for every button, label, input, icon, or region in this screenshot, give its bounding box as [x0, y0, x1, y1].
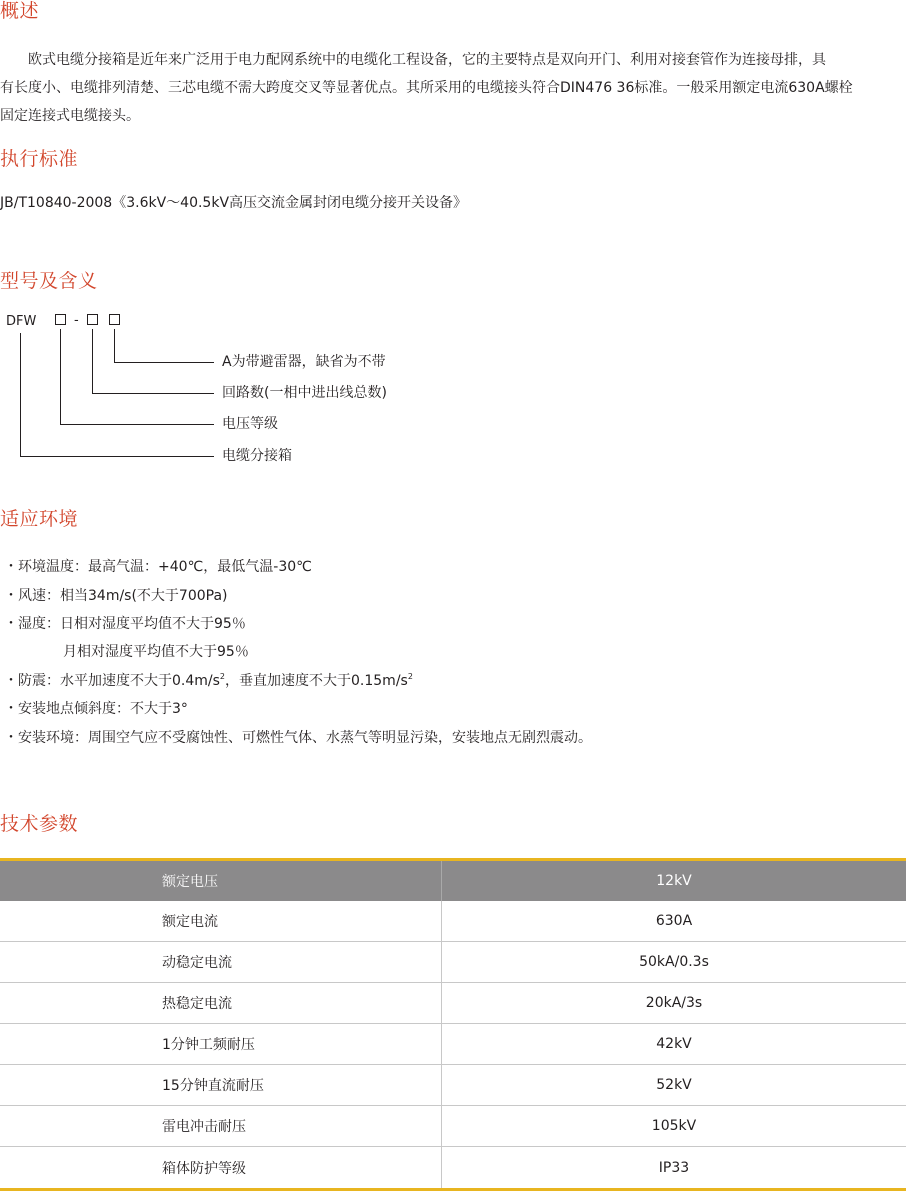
seismic-vertical: ，垂直加速度不大于0.15m/s	[225, 673, 408, 689]
standard-text: JB/T10840-2008《3.6kV～40.5kV高压交流金属封闭电缆分接开关设备》	[0, 195, 468, 211]
overview-heading: 概述	[0, 0, 40, 22]
table-header-param: 额定电压	[162, 874, 218, 890]
table-cell-value: 42kV	[441, 1024, 906, 1064]
seismic-horizontal: ・防震：水平加速度不大于0.4m/s	[4, 673, 220, 689]
table-cell-param: 热稳定电流	[162, 996, 232, 1012]
table-cell-value: 50kA/0.3s	[441, 942, 906, 982]
table-row	[0, 983, 906, 1024]
table-header-row	[0, 861, 906, 901]
table-cell-param: 动稳定电流	[162, 955, 232, 971]
table-cell-value: 105kV	[441, 1106, 906, 1146]
environment-item: ・湿度：日相对湿度平均值不大于95％	[4, 616, 246, 632]
table-row	[0, 1147, 906, 1188]
overview-line: 固定连接式电缆接头。	[0, 108, 140, 124]
table-row	[0, 1106, 906, 1147]
table-cell-param: 15分钟直流耐压	[162, 1078, 264, 1094]
table-row	[0, 1024, 906, 1065]
environment-item: ・风速：相当34m/s(不大于700Pa)	[4, 588, 228, 604]
environment-item: ・安装地点倾斜度：不大于3°	[4, 701, 188, 717]
table-row	[0, 942, 906, 983]
overview-paragraph	[0, 46, 910, 130]
table-header-value: 12kV	[441, 861, 906, 901]
environment-item: ・环境温度：最高气温：+40℃，最低气温-30℃	[4, 559, 312, 575]
leader-line	[60, 424, 214, 425]
model-label-voltage: 电压等级	[222, 416, 278, 432]
model-heading: 型号及含义	[0, 270, 98, 292]
leader-line	[92, 329, 93, 393]
superscript: 2	[407, 672, 413, 681]
table-cell-param: 雷电冲击耐压	[162, 1119, 246, 1135]
table-cell-param: 箱体防护等级	[162, 1160, 246, 1177]
model-prefix: DFW	[6, 314, 37, 329]
environment-heading: 适应环境	[0, 508, 79, 530]
table-cell-value: IP33	[441, 1147, 906, 1188]
model-box-arrester	[109, 314, 120, 325]
environment-item: ・安装环境：周围空气应不受腐蚀性、可燃性气体、水蒸气等明显污染，安装地点无剧烈震动。	[4, 730, 592, 746]
environment-item: 月相对湿度平均值不大于95％	[63, 644, 249, 660]
model-dash: -	[74, 313, 79, 328]
model-label-box: 电缆分接箱	[222, 448, 292, 464]
superscript: 2	[219, 672, 226, 681]
table-row	[0, 901, 906, 942]
table-row	[0, 1065, 906, 1106]
leader-line	[92, 393, 214, 394]
table-cell-value: 630A	[441, 901, 906, 941]
model-box-voltage	[55, 314, 66, 325]
table-cell-value: 20kA/3s	[441, 983, 906, 1023]
model-label-arrester: A为带避雷器，缺省为不带	[222, 354, 386, 370]
table-cell-param: 1分钟工频耐压	[162, 1037, 255, 1053]
leader-line	[20, 333, 21, 456]
leader-line	[60, 329, 61, 424]
model-box-circuits	[87, 314, 98, 325]
model-label-circuits: 回路数(一相中进出线总数)	[222, 385, 387, 401]
leader-line	[20, 456, 214, 457]
table-cell-param: 额定电流	[162, 914, 218, 930]
overview-line: 有长度小、电缆排列清楚、三芯电缆不需大跨度交叉等显著优点。其所采用的电缆接头符合DIN476 36标准。一般采用额定电流630A螺栓	[0, 80, 853, 96]
environment-item-seismic	[4, 674, 413, 688]
leader-line	[114, 362, 214, 363]
technical-table	[0, 858, 906, 1191]
technical-heading: 技术参数	[0, 813, 79, 835]
standard-heading: 执行标准	[0, 148, 79, 170]
leader-line	[114, 329, 115, 362]
overview-line: 欧式电缆分接箱是近年来广泛用于电力配网系统中的电缆化工程设备，它的主要特点是双向开门、利用对接套管作为连接母排，具	[28, 52, 826, 68]
table-cell-value: 52kV	[441, 1065, 906, 1105]
